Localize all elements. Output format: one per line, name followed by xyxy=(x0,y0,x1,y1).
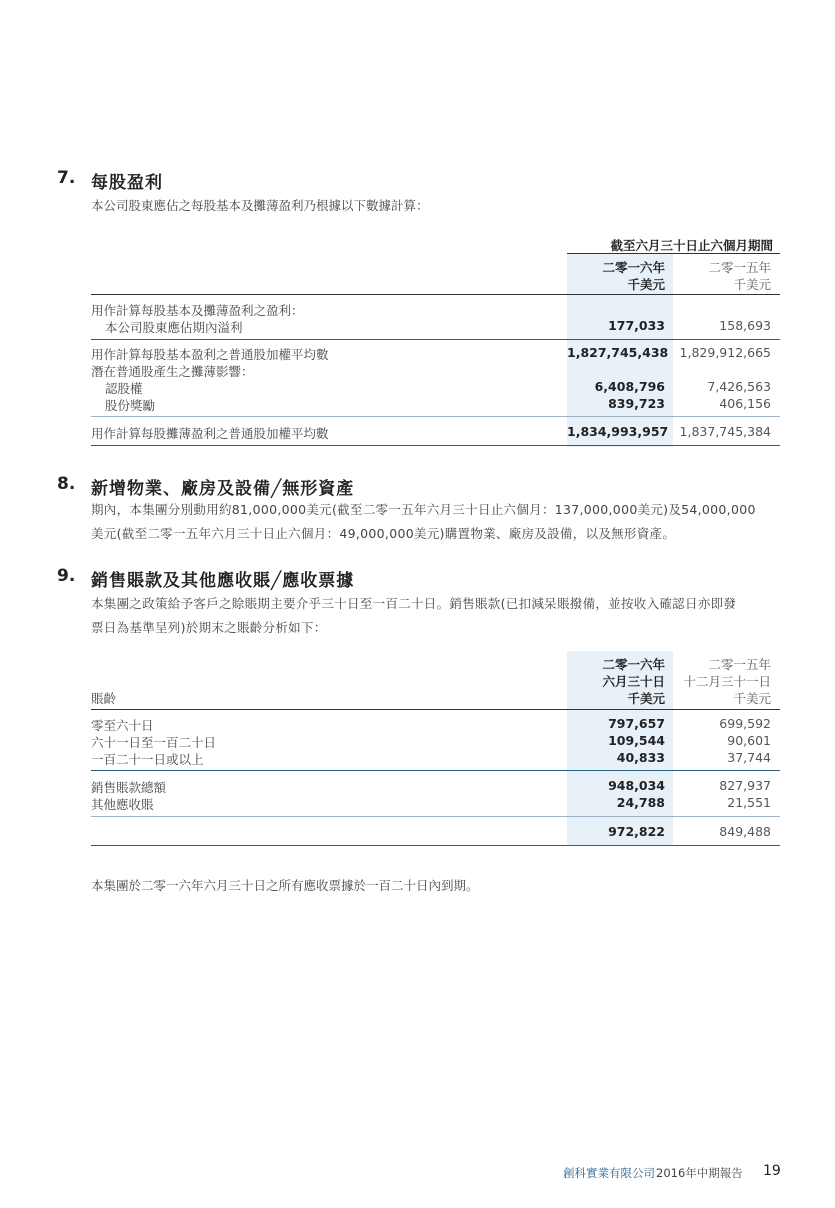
eps-rule-1 xyxy=(91,339,780,340)
eps-period-underline xyxy=(567,253,780,254)
section-9-title: 銷售賬款及其他應收賬╱應收票據 xyxy=(91,571,355,591)
aging-col1-line2: 六月三十日 xyxy=(602,674,665,689)
eps-col2-year: 二零一五年 xyxy=(708,260,771,275)
aging-total-prior: 849,488 xyxy=(719,824,771,839)
section-8-body-line: 美元(截至二零一五年六月三十日止六個月：49,000,000美元)購置物業、廠房及設備，以及無形資產。 xyxy=(91,526,676,541)
aging-row-label: 一百二十一日或以上 xyxy=(91,752,204,767)
section-8-title: 新增物業、廠房及設備╱無形資產 xyxy=(91,479,355,499)
aging-row-value-current: 109,544 xyxy=(608,733,665,748)
aging-row-label: 其他應收賬 xyxy=(91,797,154,812)
eps-row-label: 股份獎勵 xyxy=(105,398,156,413)
section-9-body-line: 票日為基準呈列)於期末之賬齡分析如下： xyxy=(91,620,327,635)
eps-col1-unit: 千美元 xyxy=(627,277,665,292)
aging-col2-line1: 二零一五年 xyxy=(708,657,771,672)
eps-row-value-prior: 1,837,745,384 xyxy=(679,424,771,439)
aging-row-value-current: 24,788 xyxy=(616,795,665,810)
aging-row-value-prior: 90,601 xyxy=(727,733,771,748)
eps-row-value-prior: 7,426,563 xyxy=(707,379,771,394)
section-9-note: 本集團於二零一六年六月三十日之所有應收票據於一百二十日內到期。 xyxy=(91,878,479,893)
eps-row-label: 本公司股東應佔期內溢利 xyxy=(105,320,243,335)
aging-bottom-rule xyxy=(91,845,780,846)
eps-col1-year: 二零一六年 xyxy=(602,260,665,275)
eps-header-rule xyxy=(91,294,780,295)
section-8-body xyxy=(91,498,783,546)
aging-row-value-current: 948,034 xyxy=(608,778,665,793)
section-9-body-line: 本集團之政策給予客戶之賒賬期主要介乎三十日至一百二十日。銷售賬款(已扣減呆賬撥備，並按收入確認日亦即發 xyxy=(91,596,737,611)
section-9-number: 9. xyxy=(57,566,76,586)
eps-row-value-current: 6,408,796 xyxy=(594,379,665,394)
eps-row-value-prior: 406,156 xyxy=(719,396,771,411)
aging-header-rule xyxy=(91,709,780,710)
page-number: 19 xyxy=(763,1163,781,1179)
eps-row-value-prior: 1,829,912,665 xyxy=(679,345,771,360)
footer-report-title: 2016年中期報告 xyxy=(656,1166,743,1180)
aging-row-value-current: 797,657 xyxy=(608,716,665,731)
eps-bottom-rule xyxy=(91,445,780,446)
eps-row-value-current: 839,723 xyxy=(608,396,665,411)
section-8-body-line: 期內，本集團分別動用約81,000,000美元(截至二零一五年六月三十日止六個月：137,000,000美元)及54,000,000 xyxy=(91,502,756,517)
aging-label-header: 賬齡 xyxy=(91,691,117,706)
section-8-number: 8. xyxy=(57,474,76,494)
section-7-title: 每股盈利 xyxy=(91,173,163,193)
aging-row-value-prior: 21,551 xyxy=(727,795,771,810)
section-9-body xyxy=(91,592,783,640)
eps-col2-unit: 千美元 xyxy=(733,277,771,292)
aging-rule-2 xyxy=(91,816,780,817)
eps-row-label: 用作計算每股基本及攤薄盈利之盈利： xyxy=(91,303,304,318)
aging-row-value-current: 40,833 xyxy=(616,750,665,765)
aging-total-current: 972,822 xyxy=(608,824,665,839)
aging-col1-unit: 千美元 xyxy=(627,691,665,706)
eps-period-header: 截至六月三十日止六個月期間 xyxy=(610,238,773,253)
eps-row-label: 認股權 xyxy=(105,381,143,396)
aging-row-label: 六十一日至一百二十日 xyxy=(91,735,217,750)
section-7-intro: 本公司股東應佔之每股基本及攤薄盈利乃根據以下數據計算： xyxy=(91,198,429,213)
aging-col2-line2: 十二月三十一日 xyxy=(683,674,771,689)
eps-row-label: 潛在普通股產生之攤薄影響： xyxy=(91,364,254,379)
footer-company: 創科實業有限公司 xyxy=(563,1166,655,1180)
eps-row-value-current: 1,834,993,957 xyxy=(567,424,669,439)
aging-row-value-prior: 37,744 xyxy=(727,750,771,765)
aging-row-label: 零至六十日 xyxy=(91,718,154,733)
aging-col1-line1: 二零一六年 xyxy=(602,657,665,672)
aging-row-value-prior: 699,592 xyxy=(719,716,771,731)
eps-row-value-prior: 158,693 xyxy=(719,318,771,333)
aging-col2-unit: 千美元 xyxy=(733,691,771,706)
section-7-number: 7. xyxy=(57,168,76,188)
aging-rule-1 xyxy=(91,770,780,771)
aging-row-label: 銷售賬款總額 xyxy=(91,780,167,795)
eps-row-label: 用作計算每股基本盈利之普通股加權平均數 xyxy=(91,347,329,362)
eps-rule-2 xyxy=(91,416,780,417)
eps-row-value-current: 1,827,745,438 xyxy=(567,345,669,360)
eps-row-value-current: 177,033 xyxy=(608,318,665,333)
eps-row-label: 用作計算每股攤薄盈利之普通股加權平均數 xyxy=(91,426,329,441)
aging-row-value-prior: 827,937 xyxy=(719,778,771,793)
